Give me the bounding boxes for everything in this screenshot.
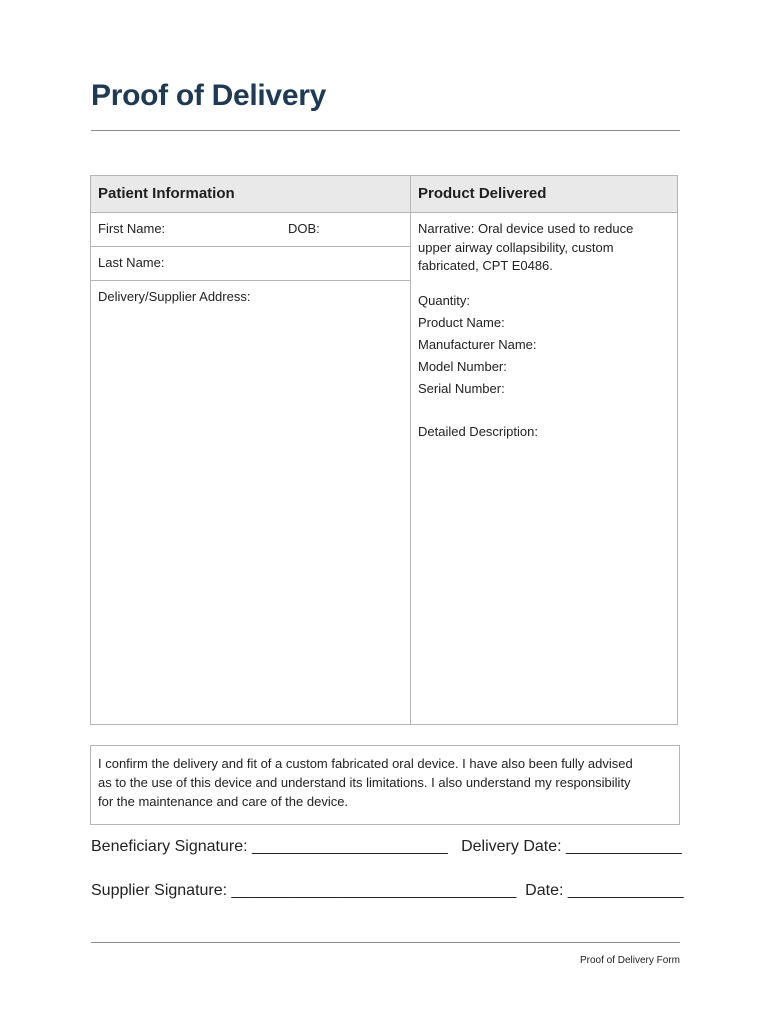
footer-label: Proof of Delivery Form [579,955,680,966]
table-header-row [91,176,677,213]
confirmation-line: as to the use of this device and understand its limitations. I also understand my responsibility [98,775,631,790]
row-divider [91,246,410,247]
beneficiary-signature-line[interactable]: Beneficiary Signature: ______________________ Delivery Date: _____________ [91,838,682,855]
supplier-signature-line[interactable]: Supplier Signature: ________________________________ Date: _____________ [91,882,684,899]
product-delivered-header: Product Delivered [418,185,547,202]
narrative-line: fabricated, CPT E0486. [418,258,553,273]
confirmation-line: for the maintenance and care of the device. [98,794,349,809]
model-number-field[interactable]: Model Number: [418,359,507,374]
confirmation-statement [90,745,680,825]
product-name-field[interactable]: Product Name: [418,315,505,330]
product-fields-list [418,290,670,400]
serial-number-field[interactable]: Serial Number: [418,381,505,396]
confirmation-line: I confirm the delivery and fit of a custom fabricated oral device. I have also been fully advised [98,756,633,771]
patient-information-header: Patient Information [98,185,235,202]
manufacturer-name-field[interactable]: Manufacturer Name: [418,337,537,352]
narrative-text [418,220,670,276]
footer-divider [91,942,680,943]
quantity-field[interactable]: Quantity: [418,293,471,308]
column-divider [410,176,411,724]
narrative-line: upper airway collapsibility, custom [418,239,614,255]
first-name-field[interactable]: First Name: [98,221,166,236]
narrative-line: Narrative: Oral device used to reduce [418,221,634,236]
title-divider [91,130,680,131]
row-divider [91,280,410,281]
dob-field[interactable]: DOB: [288,221,320,236]
detailed-description-field[interactable]: Detailed Description: [418,424,538,439]
delivery-info-table [90,175,678,725]
page-title: Proof of Delivery [91,79,326,112]
address-field[interactable]: Delivery/Supplier Address: [98,289,251,304]
last-name-field[interactable]: Last Name: [98,255,165,270]
